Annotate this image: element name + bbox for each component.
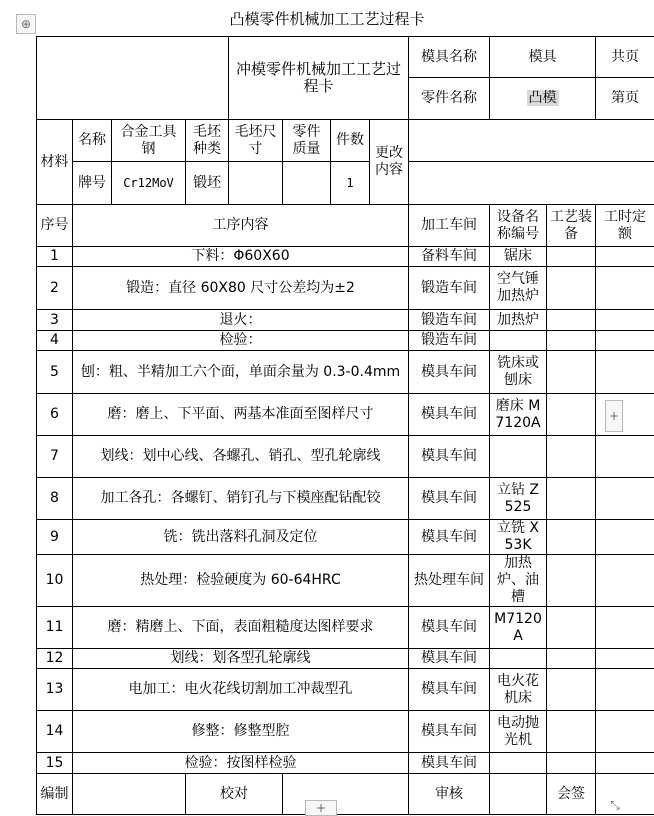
step-seq: 2 (37, 267, 73, 310)
compiled-label: 编制 (37, 774, 73, 815)
step-hours[interactable] (596, 436, 654, 478)
step-tooling[interactable] (547, 310, 596, 331)
table-row (37, 711, 654, 753)
table-row (37, 555, 654, 607)
document-title: 凸模零件机械加工工艺过程卡 (229, 10, 425, 28)
step-hours[interactable] (596, 607, 654, 649)
table-row (37, 331, 654, 351)
change-cell-bottom[interactable] (409, 162, 654, 205)
step-workshop[interactable]: 模具车间 (409, 649, 490, 669)
step-tooling[interactable] (547, 607, 596, 649)
step-hours[interactable] (596, 555, 654, 607)
step-equipment[interactable]: 立铣 X53K (490, 520, 547, 555)
add-row-icon[interactable]: + (305, 800, 337, 816)
step-seq: 14 (37, 711, 73, 753)
reviewed-value[interactable] (490, 774, 547, 815)
step-workshop[interactable]: 锻造车间 (409, 310, 490, 331)
part-name-label: 零件名称 (409, 78, 490, 120)
part-mass-label: 零件质量 (283, 120, 331, 162)
step-hours[interactable] (596, 649, 654, 669)
reviewed-label: 审核 (409, 774, 490, 815)
step-workshop[interactable]: 模具车间 (409, 478, 490, 520)
table-row (37, 669, 654, 711)
step-seq: 8 (37, 478, 73, 520)
change-cell-top[interactable] (409, 120, 654, 162)
step-workshop[interactable]: 模具车间 (409, 753, 490, 774)
step-seq: 9 (37, 520, 73, 555)
blank-type-value[interactable]: 锻坯 (186, 162, 229, 205)
step-equipment[interactable]: M7120A (490, 607, 547, 649)
step-equipment[interactable] (490, 649, 547, 669)
step-tooling[interactable] (547, 436, 596, 478)
equipment-header: 设备名称编号 (490, 205, 547, 247)
die-name-value[interactable]: 模具 (490, 37, 596, 78)
table-row (37, 436, 654, 478)
step-equipment[interactable]: 加热炉 (490, 310, 547, 331)
step-equipment[interactable]: 电火花机床 (490, 669, 547, 711)
step-workshop[interactable]: 备料车间 (409, 247, 490, 267)
step-tooling[interactable] (547, 649, 596, 669)
step-workshop[interactable]: 锻造车间 (409, 267, 490, 310)
step-seq: 15 (37, 753, 73, 774)
step-workshop[interactable]: 模具车间 (409, 520, 490, 555)
step-workshop[interactable]: 模具车间 (409, 351, 490, 394)
step-content[interactable]: 刨：粗、半精加工六个面，单面余量为 0.3-0.4mm (73, 351, 409, 394)
step-equipment[interactable] (490, 331, 547, 351)
table-row (37, 394, 654, 436)
compiled-value[interactable] (73, 774, 186, 815)
step-tooling[interactable] (547, 351, 596, 394)
material-name-label: 名称 (73, 120, 112, 162)
material-grade-label: 牌号 (73, 162, 112, 205)
checked-label: 校对 (186, 774, 283, 815)
table-move-handle-icon[interactable]: ⊕ (16, 14, 36, 34)
step-equipment[interactable]: 铣床或刨床 (490, 351, 547, 394)
step-hours[interactable] (596, 267, 654, 310)
step-tooling[interactable] (547, 753, 596, 774)
signature-row (37, 774, 654, 815)
step-equipment[interactable]: 电动抛光机 (490, 711, 547, 753)
step-tooling[interactable] (547, 520, 596, 555)
total-pages: 共页 (596, 37, 654, 78)
table-row (37, 607, 654, 649)
step-content[interactable]: 下料：Φ60X60 (73, 247, 409, 267)
step-seq: 13 (37, 669, 73, 711)
step-workshop[interactable]: 模具车间 (409, 436, 490, 478)
process-card-table (36, 36, 654, 815)
step-seq: 11 (37, 607, 73, 649)
tooling-header: 工艺装备 (547, 205, 596, 247)
table-row (37, 649, 654, 669)
step-workshop[interactable]: 模具车间 (409, 394, 490, 436)
step-content[interactable]: 铣：铣出落料孔洞及定位 (73, 520, 409, 555)
step-seq: 4 (37, 331, 73, 351)
step-equipment[interactable] (490, 753, 547, 774)
table-row (37, 267, 654, 310)
seq-header: 序号 (37, 205, 73, 247)
step-seq: 5 (37, 351, 73, 394)
step-workshop[interactable]: 热处理车间 (409, 555, 490, 607)
checked-value[interactable] (283, 774, 409, 815)
hours-header: 工时定额 (596, 205, 654, 247)
step-hours[interactable] (596, 351, 654, 394)
blank-size-label: 毛坯尺寸 (229, 120, 283, 162)
countersign-value[interactable] (596, 774, 654, 815)
step-seq: 3 (37, 310, 73, 331)
step-workshop[interactable]: 模具车间 (409, 669, 490, 711)
table-row (37, 351, 654, 394)
step-seq: 1 (37, 247, 73, 267)
step-hours[interactable] (596, 753, 654, 774)
step-seq: 10 (37, 555, 73, 607)
step-content[interactable]: 划线：划各型孔轮廓线 (73, 649, 409, 669)
table-resize-icon[interactable]: ⤡ (610, 798, 620, 812)
step-tooling[interactable] (547, 555, 596, 607)
step-equipment[interactable] (490, 436, 547, 478)
step-hours[interactable] (596, 310, 654, 331)
card-title: 冲模零件机械加工工艺过程卡 (229, 37, 409, 120)
step-equipment[interactable]: 锯床 (490, 247, 547, 267)
step-content[interactable]: 退火： (73, 310, 409, 331)
step-content[interactable]: 修整：修整型腔 (73, 711, 409, 753)
blank-size-value[interactable] (229, 162, 283, 205)
step-hours[interactable] (596, 247, 654, 267)
table-row (37, 478, 654, 520)
table-row (37, 520, 654, 555)
step-hours[interactable] (596, 331, 654, 351)
step-tooling[interactable] (547, 394, 596, 436)
step-content[interactable]: 划线：划中心线、各螺孔、销孔、型孔轮廓线 (73, 436, 409, 478)
count-value[interactable]: 1 (331, 162, 370, 205)
step-tooling[interactable] (547, 331, 596, 351)
table-row (37, 247, 654, 267)
step-workshop[interactable]: 模具车间 (409, 607, 490, 649)
step-hours[interactable] (596, 669, 654, 711)
count-label: 件数 (331, 120, 370, 162)
step-seq: 12 (37, 649, 73, 669)
step-content[interactable]: 检验：按图样检验 (73, 753, 409, 774)
step-content[interactable]: 电加工：电火花线切割加工冲裁型孔 (73, 669, 409, 711)
countersign-label: 会签 (547, 774, 596, 815)
step-content[interactable]: 磨：磨上、下平面、两基本准面至图样尺寸 (73, 394, 409, 436)
step-content[interactable]: 热处理：检验硬度为 60-64HRC (73, 555, 409, 607)
step-tooling[interactable] (547, 669, 596, 711)
step-hours[interactable] (596, 478, 654, 520)
add-column-icon[interactable]: + (605, 400, 623, 432)
step-tooling[interactable] (547, 247, 596, 267)
material-label: 材料 (37, 120, 73, 205)
change-label: 更改内容 (370, 120, 409, 205)
step-content[interactable]: 检验： (73, 331, 409, 351)
step-content[interactable]: 加工各孔：各螺钉、销钉孔与下模座配钻配铰 (73, 478, 409, 520)
material-grade-value[interactable]: Cr12MoV (112, 162, 186, 205)
part-name-value: 凸模 (528, 90, 557, 106)
step-tooling[interactable] (547, 267, 596, 310)
logo-cell[interactable] (37, 37, 229, 120)
material-name-value[interactable]: 合金工具钢 (112, 120, 186, 162)
die-name-label: 模具名称 (409, 37, 490, 78)
step-hours[interactable] (596, 711, 654, 753)
blank-type-label: 毛坯种类 (186, 120, 229, 162)
step-equipment[interactable]: 加热炉、油槽 (490, 555, 547, 607)
step-hours[interactable] (596, 520, 654, 555)
workshop-header: 加工车间 (409, 205, 490, 247)
step-seq: 7 (37, 436, 73, 478)
table-row (37, 310, 654, 331)
page-number: 第页 (596, 78, 654, 120)
step-equipment[interactable]: 磨床 M7120A (490, 394, 547, 436)
step-equipment[interactable]: 空气锤加热炉 (490, 267, 547, 310)
step-tooling[interactable] (547, 711, 596, 753)
table-row (37, 753, 654, 774)
step-seq: 6 (37, 394, 73, 436)
step-workshop[interactable]: 模具车间 (409, 711, 490, 753)
part-name-value-cell[interactable] (490, 78, 596, 120)
content-header: 工序内容 (73, 205, 409, 247)
part-mass-value[interactable] (283, 162, 331, 205)
step-content[interactable]: 磨：精磨上、下面，表面粗糙度达图样要求 (73, 607, 409, 649)
step-tooling[interactable] (547, 478, 596, 520)
step-equipment[interactable]: 立钻 Z525 (490, 478, 547, 520)
step-content[interactable]: 锻造：直径 60X80 尺寸公差均为±2 (73, 267, 409, 310)
step-workshop[interactable]: 锻造车间 (409, 331, 490, 351)
